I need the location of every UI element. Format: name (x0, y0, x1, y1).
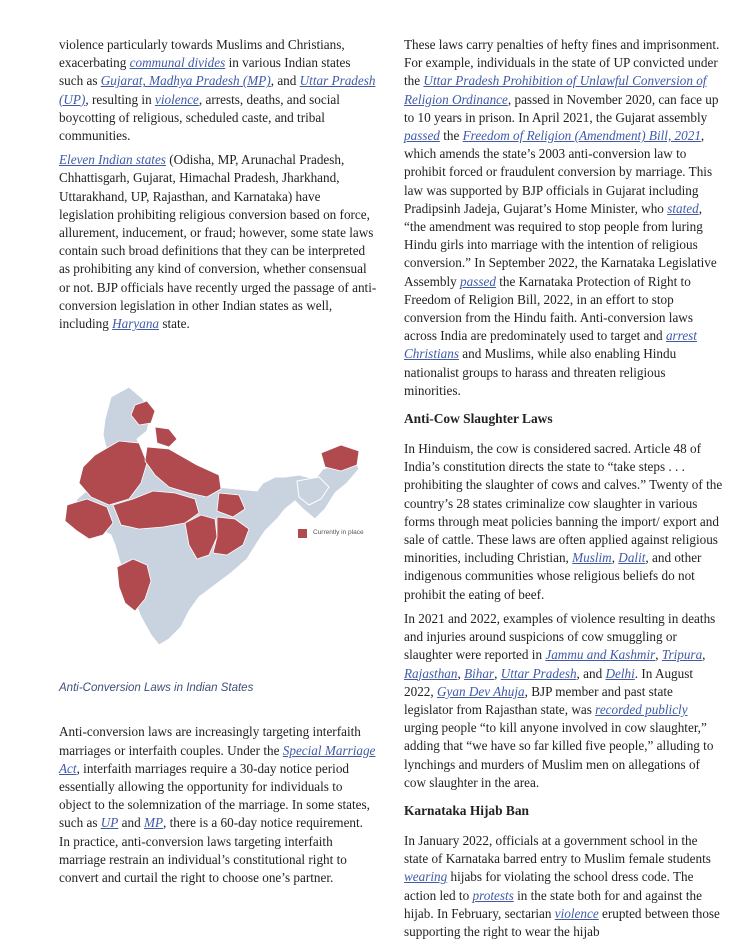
paragraph: These laws carry penalties of hefty fines and imprisonment. For example, individuals in the state of UP convicted under the Uttar Pradesh Prohibition of Unlawful Conversion of Religion Ordinance, passed in November 2020, can face up to 10 years in prison. In April 2021, the Gujarat assembly passed the Freedom of Religion (Amendment) Bill, 2021, which amends the state’s 2003 anti-conversion law to prohibit forced or fraudulent conversion by marriage. This law was supported by BJP officials in Gujarat including Pradipsinh Jadeja, Gujarat’s Home Minister, who stated, “the amendment was required to stop people from luring Hindu girls into marriage with the intention of religious conversion.” In September 2022, the Karnataka Legislative Assembly passed the Karnataka Protection of Right to Freedom of Religion Bill, 2022, in an effort to stop conversion from the Hindu faith. Anti-conversion laws across India are predominately used to target and arrest Christians and Muslims, while also enabling Hindu nationalist groups to harass and threaten religious minorities. (404, 37, 720, 398)
hyperlink[interactable]: stated (667, 200, 699, 216)
section-heading-hijab-ban: Karnataka Hijab Ban (404, 802, 530, 818)
hyperlink[interactable]: passed (404, 128, 440, 144)
legend-label: Currently in place (313, 529, 364, 537)
paragraph: Eleven Indian states (Odisha, MP, Arunachal Pradesh, Chhattisgarh, Gujarat, Himachal Pradesh, Jharkhand, Uttarakhand, UP, Rajasthan, and Karnataka) have legislation prohibiting religious conversion based on force, allurement, inducement, or fraud; however, some state laws contain such broad definitions that they can be interpreted as prohibiting any kind of conversion, whether consensual or not. BJP officials have recently urged the passage of anti-conversion legislation in other Indian states as well, including Haryana state. (59, 152, 377, 332)
india-map (59, 359, 377, 669)
paragraph: Anti-conversion laws are increasingly targeting interfaith marriages or interfaith couples. Under the Special Marriage Act, interfaith marriages require a 30-day notice period essentially allowing the opportunity for individuals to object to the solemnization of the marriage. In some states, such as UP and MP, there is a 60-day notice requirement. In practice, anti-conversion laws targeting interfaith marriage restrain an individual’s constitutional right to convert and curtail the right to choose one’s partner. (59, 724, 376, 886)
paragraph: In Hinduism, the cow is considered sacred. Article 48 of India’s constitution directs the state to “take steps . . . prohibiting the slaughter of cows and calves.” Twenty of the country’s 28 states criminalize cow slaughter in various forms through meat policies banning the import/ export and sale of cattle. These laws are often applied against religious minorities, including Christian, Muslim, Dalit, and other indigenous communities whose religious beliefs do not prohibit the eating of beef. (404, 441, 723, 602)
hyperlink[interactable]: recorded publicly (595, 701, 688, 717)
figure-caption: Anti-Conversion Laws in Indian States (59, 682, 254, 695)
hyperlink[interactable]: Eleven Indian states (59, 152, 166, 168)
paragraph: In 2021 and 2022, examples of violence resulting in deaths and injuries around suspicions of cow smuggling or slaughter were reported in Jammu and Kashmir, Tripura, Rajasthan, Bihar, Uttar Pradesh, and Delhi. In August 2022, Gyan Dev Ahuja, BJP member and past state legislator from Rajasthan state, was recorded publicly urging people “to kill anyone involved in cow slaughter,” adding that “we have so far killed five people,” alluding to lynchings and murders of Muslim men on allegations of cow slaughter in the area. (404, 610, 716, 790)
hyperlink[interactable]: Special Marriage Act (59, 742, 376, 776)
hyperlink[interactable]: violence (554, 905, 599, 921)
left-column (59, 36, 377, 893)
hyperlink[interactable]: wearing (404, 869, 448, 885)
hyperlink[interactable]: Haryana (112, 316, 160, 332)
india-map-figure (59, 359, 377, 679)
map-legend (298, 524, 364, 542)
right-column (404, 36, 724, 947)
hyperlink[interactable]: Bihar (464, 665, 495, 681)
hyperlink[interactable]: Gyan Dev Ahuja (436, 683, 525, 699)
hyperlink[interactable]: protests (472, 887, 514, 903)
hyperlink[interactable]: UP (100, 815, 119, 831)
hyperlink[interactable]: Gujarat, Madhya Pradesh (MP) (100, 73, 271, 89)
hyperlink[interactable]: Freedom of Religion (Amendment) Bill, 2021 (462, 128, 701, 144)
hyperlink[interactable]: Uttar Pradesh (500, 665, 577, 681)
legend-swatch (298, 529, 307, 538)
hyperlink[interactable]: Uttar Pradesh Prohibition of Unlawful Conversion of Religion Ordinance (404, 73, 707, 107)
hyperlink[interactable]: Uttar Pradesh (UP) (59, 73, 376, 107)
hyperlink[interactable]: Tripura (661, 647, 703, 663)
hyperlink[interactable]: communal divides (129, 55, 226, 71)
state-uttarakhand (155, 427, 177, 447)
hyperlink[interactable]: Dalit (618, 550, 646, 566)
hyperlink[interactable]: Delhi (605, 665, 635, 681)
hyperlink[interactable]: Jammu and Kashmir (545, 647, 656, 663)
hyperlink[interactable]: Muslim (572, 550, 612, 566)
hyperlink[interactable]: passed (460, 273, 496, 289)
hyperlink[interactable]: Rajasthan (404, 665, 458, 681)
paragraph: In January 2022, officials at a government school in the state of Karnataka barred entry to Muslim female students wearing hijabs for violating the school dress code. The action led to protests in the state both for and against the hijab. In February, sectarian violence erupted between those supporting the right to wear the hijab (404, 832, 720, 939)
hyperlink[interactable]: MP (144, 815, 164, 831)
india-outline (71, 387, 359, 645)
section-heading-cow-slaughter: Anti-Cow Slaughter Laws (404, 411, 553, 427)
hyperlink[interactable]: violence (154, 91, 199, 107)
paragraph: violence particularly towards Muslims and Christians, exacerbating communal divides in various Indian states such as Gujarat, Madhya Pradesh (MP), and Uttar Pradesh (UP), resulting in violence, arrests, deaths, and social boycotting of religious, scheduled caste, and tribal communities. (59, 37, 376, 144)
hyperlink[interactable]: arrest Christians (404, 328, 697, 362)
